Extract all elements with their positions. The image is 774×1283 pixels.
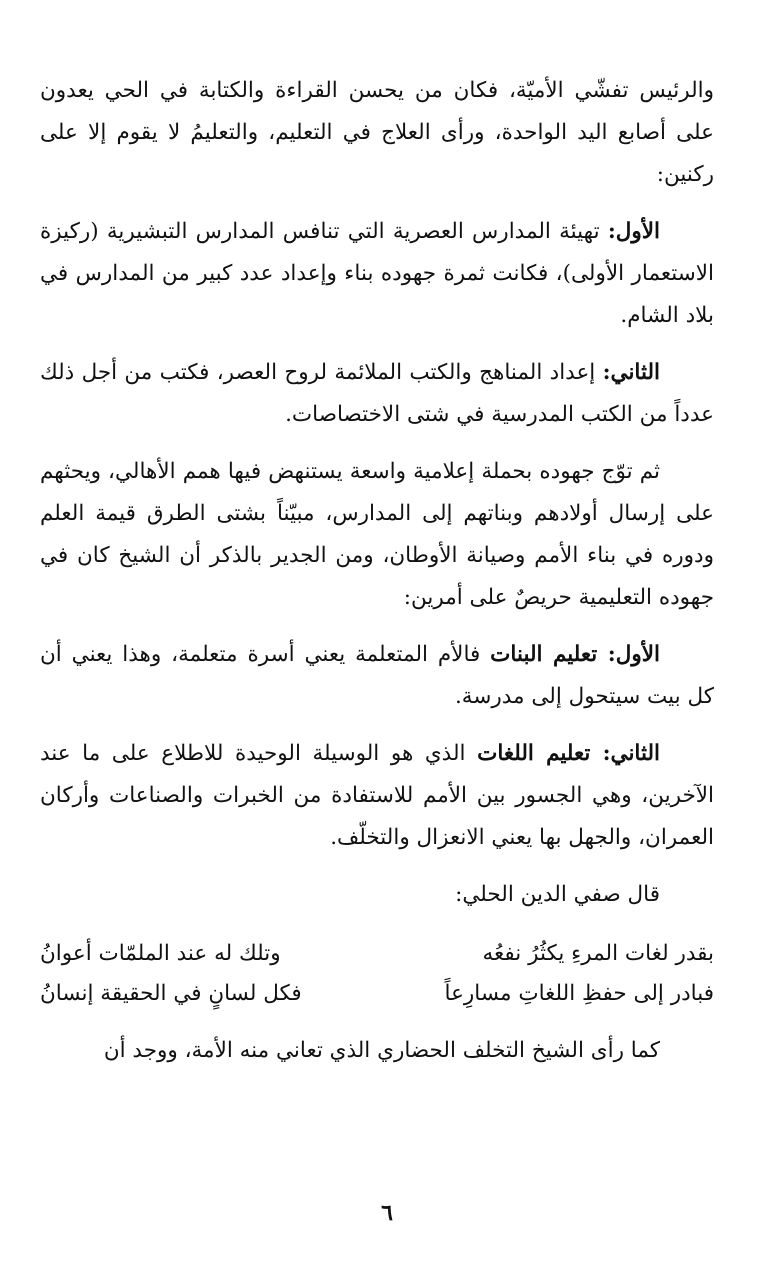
page-body xyxy=(40,70,714,1087)
paragraph-languages-text: الذي هو الوسيلة الوحيدة للاطلاع على ما عند الآخرين، وهي الجسور بين الأمم للاستفادة من الخبرات والصناعات وأركان العمران، والجهل بها يعني الانعزال والتخلّف. xyxy=(40,741,714,850)
paragraph-first-pillar-text: تهيئة المدارس العصرية التي تنافس المدارس التبشيرية (ركيزة الاستعمار الأولى)، فكانت ثمرة جهوده بناء وإعداد عدد كبير من المدارس في بلاد الشام. xyxy=(40,219,714,328)
verse-second-hemistich: وتلك له عند الملمّات أعوانُ xyxy=(40,941,281,966)
paragraph-intro xyxy=(40,70,714,196)
verse-second-hemistich: فكل لسانٍ في الحقيقة إنسانُ xyxy=(40,981,302,1006)
paragraph-intro-text: والرئيس تفشّي الأميّة، فكان من يحسن القراءة والكتابة في الحي يعدون على أصابع اليد الواحدة، ورأى العلاج في التعليم، والتعليمُ لا يقوم إلا على ركنين: xyxy=(40,78,714,187)
paragraph-second-pillar-lead: الثاني: xyxy=(602,360,660,385)
verse-line xyxy=(40,934,714,974)
page-number: ٦ xyxy=(381,1200,393,1226)
paragraph-girls-education xyxy=(40,634,714,718)
paragraph-first-pillar-lead: الأول: xyxy=(607,219,660,244)
verse-first-hemistich: فبادر إلى حفظِ اللغاتِ مسارِعاً xyxy=(444,981,714,1006)
paragraph-campaign-text: ثم توّج جهوده بحملة إعلامية واسعة يستنهض فيها همم الأهالي، ويحثهم على إرسال أولادهم وبناتهم إلى المدارس، مبيّناً بشتى الطرق قيمة العلم ودوره في بناء الأمم وصيانة الأوطان، ومن الجدير بالذكر أن الشيخ كان في جهوده التعليمية حريصٌ على أمرين: xyxy=(40,459,714,610)
paragraph-closing: كما رأى الشيخ التخلف الحضاري الذي تعاني منه الأمة، ووجد أن xyxy=(103,1038,660,1063)
paragraph-second-pillar-text: إعداد المناهج والكتب الملائمة لروح العصر، فكتب من أجل ذلك عدداً من الكتب المدرسية في شتى الاختصاصات. xyxy=(40,360,714,427)
verse-first-hemistich: بقدر لغات المرءِ يكثُرُ نفعُه xyxy=(482,941,714,966)
paragraph-campaign xyxy=(40,451,714,619)
quote-intro: قال صفي الدين الحلي: xyxy=(455,882,660,907)
paragraph-first-pillar xyxy=(40,211,714,337)
poem-verses xyxy=(40,934,714,1014)
paragraph-languages xyxy=(40,733,714,859)
paragraph-girls-education-lead: الأول: تعليم البنات xyxy=(490,642,660,667)
paragraph-second-pillar xyxy=(40,352,714,436)
paragraph-languages-lead: الثاني: تعليم اللغات xyxy=(477,741,660,766)
verse-line xyxy=(40,974,714,1014)
paragraph-girls-education-text: فالأم المتعلمة يعني أسرة متعلمة، وهذا يعني أن كل بيت سيتحول إلى مدرسة. xyxy=(40,642,714,709)
